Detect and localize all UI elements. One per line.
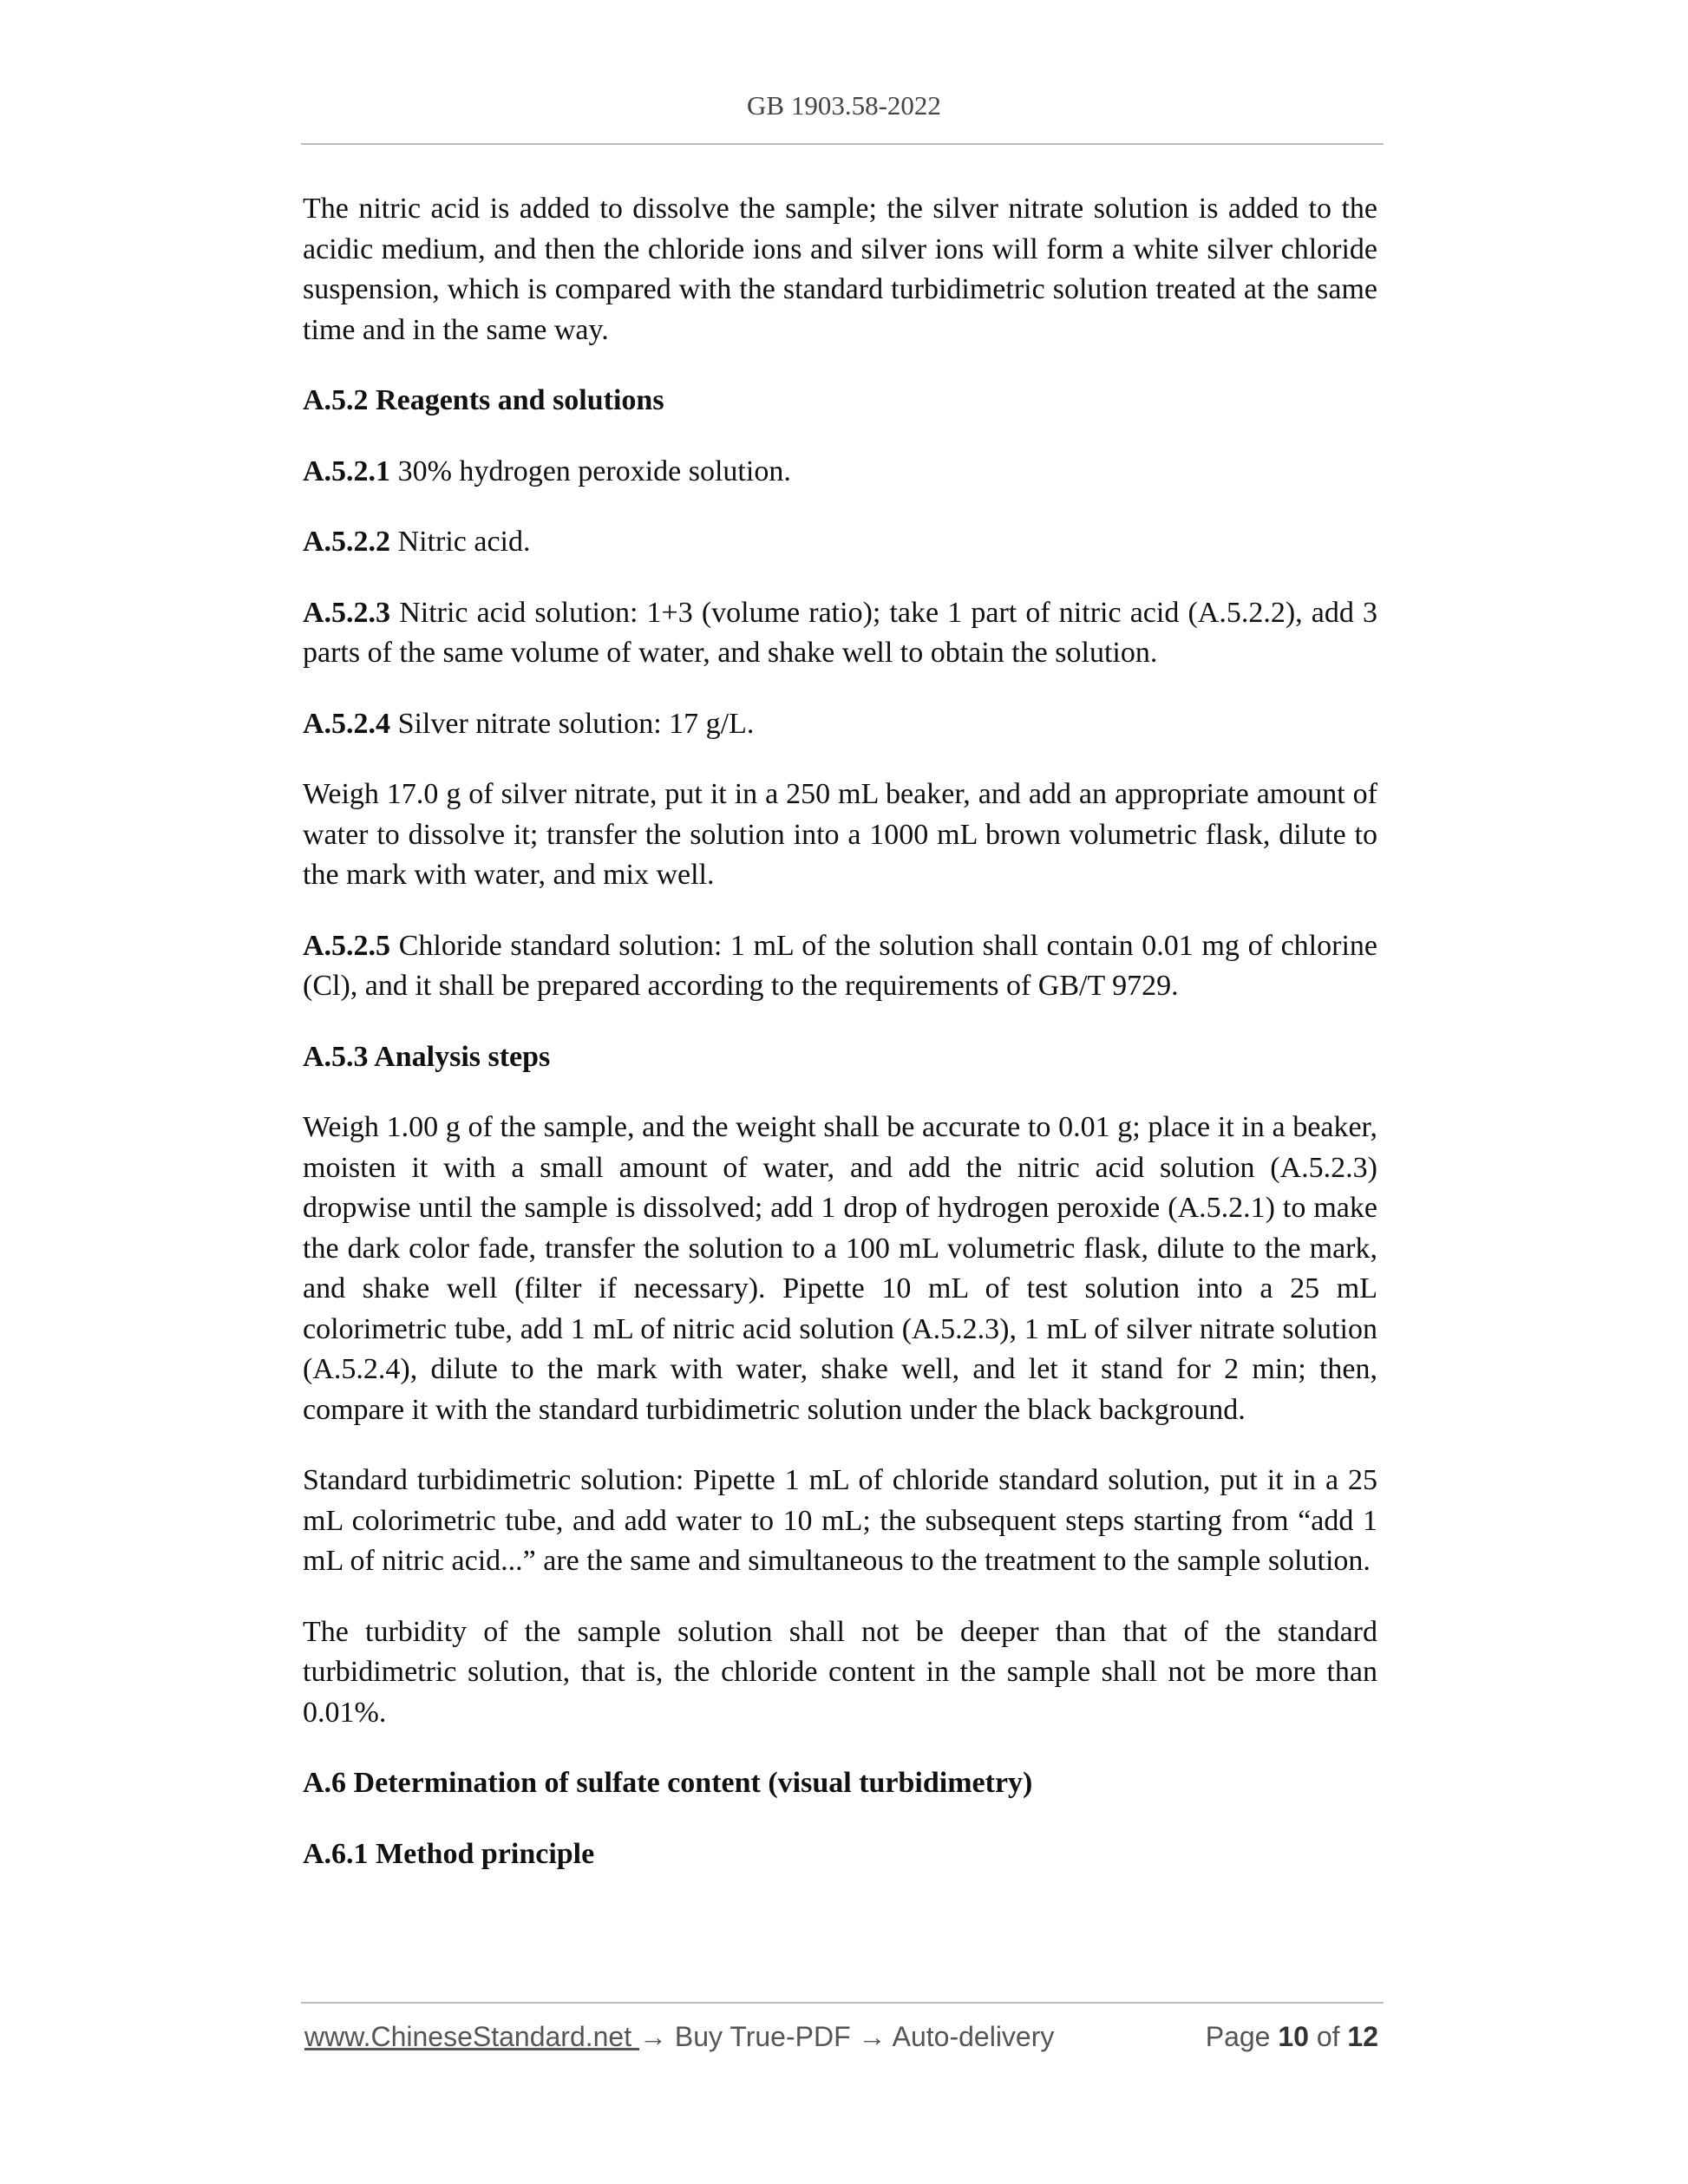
clause-text: 30% hydrogen peroxide solution. — [390, 454, 791, 487]
chinesestandard-link[interactable]: www.ChineseStandard.net — [304, 2021, 639, 2052]
clause-number: A.5.2.2 — [303, 526, 391, 558]
current-page: 10 — [1278, 2021, 1309, 2052]
section-heading-a61: A.6.1 Method principle — [303, 1837, 595, 1870]
arrow-right-icon: → — [639, 2021, 667, 2052]
clause-a524 — [303, 704, 1377, 745]
section-heading-a52: A.5.2 Reagents and solutions — [303, 384, 664, 416]
document-body — [303, 189, 1377, 1905]
total-pages: 12 — [1347, 2021, 1378, 2052]
clause-number: A.5.2.5 — [303, 929, 391, 962]
document-code-header: GB 1903.58-2022 — [747, 90, 941, 121]
footer-links — [304, 2021, 1054, 2053]
silver-nitrate-preparation-paragraph: Weigh 17.0 g of silver nitrate, put it in a 250 mL beaker, and add an appropriate amount of water to dissolve it; transfer the solution into a 1000 mL brown volumetric flask, dilute to the mark with water, and mix well. — [303, 778, 1377, 891]
clause-number: A.5.2.1 — [303, 454, 391, 487]
page-label: Page — [1205, 2021, 1279, 2052]
header-divider — [301, 143, 1384, 145]
clause-text: Chloride standard solution: 1 mL of the solution shall contain 0.01 mg of chlorine (Cl), and it shall be prepared according to the requirements of GB/T 9729. — [303, 929, 1377, 1002]
of-label: of — [1308, 2021, 1348, 2052]
clause-number: A.5.2.3 — [303, 596, 391, 629]
standard-solution-paragraph: Standard turbidimetric solution: Pipette 1 mL of chloride standard solution, put it in a 25 mL colorimetric tube, and add water to 10 mL; the subsequent steps starting from “add 1 mL of nitric acid...” are the same and simultaneous to the treatment to the sample solution. — [303, 1464, 1377, 1577]
section-heading-a53: A.5.3 Analysis steps — [303, 1040, 551, 1073]
clause-text: Nitric acid solution: 1+3 (volume ratio); take 1 part of nitric acid (A.5.2.2), add 3 parts of the same volume of water, and shake well to obtain the solution. — [303, 596, 1377, 669]
clause-text: Nitric acid. — [390, 526, 531, 558]
footer-divider — [301, 2002, 1384, 2004]
clause-text: Silver nitrate solution: 17 g/L. — [390, 707, 755, 740]
clause-a525 — [303, 926, 1377, 1007]
principle-paragraph: The nitric acid is added to dissolve the sample; the silver nitrate solution is added to the acidic medium, and then the chloride ions and silver ions will form a white silver chloride suspension, which is compared with the standard turbidimetric solution treated at the same time and in the same way. — [303, 193, 1377, 346]
clause-a522 — [303, 522, 1377, 563]
page-number — [1206, 2021, 1378, 2053]
buy-true-pdf-text: Buy True-PDF — [667, 2021, 859, 2052]
clause-a523 — [303, 593, 1377, 674]
arrow-right-icon: → — [858, 2021, 887, 2052]
clause-a521 — [303, 452, 1377, 493]
analysis-steps-paragraph: Weigh 1.00 g of the sample, and the weight shall be accurate to 0.01 g; place it in a beaker, moisten it with a small amount of water, and add the nitric acid solution (A.5.2.3) dropwise until the sample is dissolved; add 1 drop of hydrogen peroxide (A.5.2.1) to make the dark color fade, transfer the solution to a 100 mL volumetric flask, dilute to the mark, and shake well (filter if necessary). Pipette 10 mL of test solution into a 25 mL colorimetric tube, add 1 mL of nitric acid solution (A.5.2.3), 1 mL of silver nitrate solution (A.5.2.4), dilute to the mark with water, shake well, and let it stand for 2 min; then, compare it with the standard turbidimetric solution under the black background. — [303, 1111, 1377, 1426]
turbidity-limit-paragraph: The turbidity of the sample solution shall not be deeper than that of the standard turbidimetric solution, that is, the chloride content in the sample shall not be more than 0.01%. — [303, 1615, 1377, 1729]
section-heading-a6: A.6 Determination of sulfate content (visual turbidimetry) — [303, 1767, 1033, 1799]
page-footer — [304, 2021, 1378, 2059]
auto-delivery-text: Auto-delivery — [886, 2021, 1055, 2052]
clause-number: A.5.2.4 — [303, 707, 391, 740]
